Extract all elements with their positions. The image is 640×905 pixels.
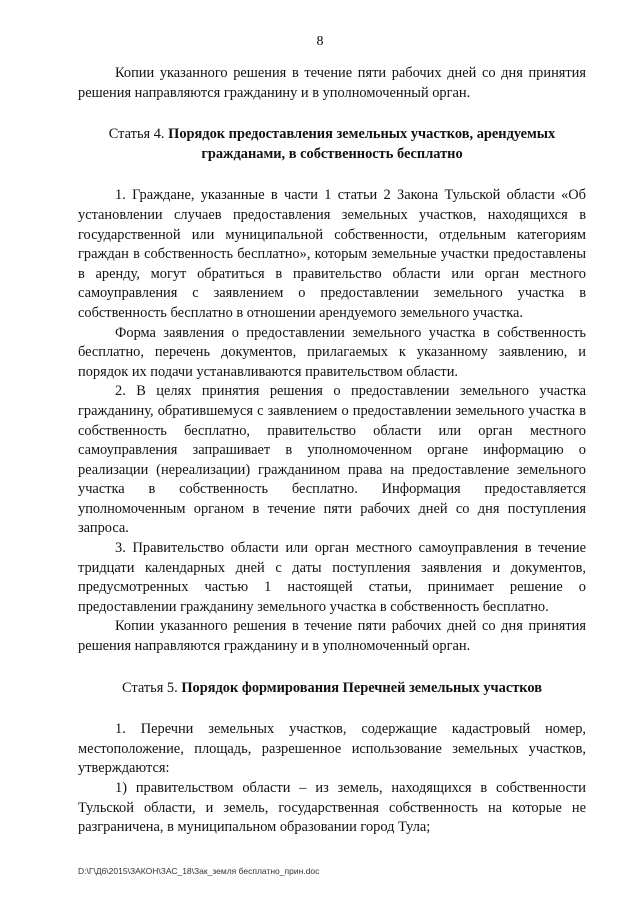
article-5-prefix: Статья 5. [121,679,182,696]
paragraph: 2. В целях принятия решения о предоставлении земельного участка гражданину, обратившемуся с заявлением о предоставлении земельного участка в собственность бесплатно, правительство области или орган местного самоуправления запрашивает в уполномоченном органе информацию о реализации (нереализации) гражданином права на предоставление земельного участка в собственность бесплатно. Информация предоставляется уполномоченным органом в течение пяти рабочих дней со дня поступления запроса. [78,383,586,537]
article-4-title: Порядок предоставления земельных участков, арендуемых гражданами, в собственность бесплатно [168,126,556,162]
page-number: 8 [316,34,324,49]
article-5-heading [78,679,586,699]
article-5-title: Порядок формирования Перечней земельных участков [181,679,543,696]
footer-file-path: D:\Г\Д6\2015\ЗАКОН\ЗАС_18\Зак_земля бесплатно_прин.doc [78,866,320,876]
article-4-prefix: Статья 4. [108,126,169,143]
paragraph: 1. Граждане, указанные в части 1 статьи 2 Закона Тульской области «Об установлении случаев предоставления земельных участков, находящихся в государственной или муниципальной собственности, отдельным категориям граждан в собственность бесплатно», которым земельные участки предоставлены в аренду, могут обратиться в правительство области или орган местного самоуправления с заявлением о предоставлении земельного участка в собственность бесплатно в отношении арендуемого земельного участка. [78,187,586,321]
paragraph: 1) правительством области – из земель, находящихся в собственности Тульской области, и земель, государственная собственность на которые не разграничена, в муниципальном образовании город Тула; [78,780,586,836]
paragraph: Копии указанного решения в течение пяти рабочих дней со дня принятия решения направляются гражданину и в уполномоченный орган. [78,618,586,655]
paragraph: 3. Правительство области или орган местного самоуправления в течение тридцати календарных дней с даты поступления заявления и документов, предусмотренных частью 1 настоящей статьи, принимает решение о предоставлении гражданину земельного участка в собственность бесплатно. [78,540,586,615]
paragraph: 1. Перечни земельных участков, содержащие кадастровый номер, местоположение, площадь, разрешенное использование земельных участков, утверждаются: [78,721,586,777]
paragraph: Копии указанного решения в течение пяти рабочих дней со дня принятия решения направляются гражданину и в уполномоченный орган. [78,65,586,101]
paragraph: Форма заявления о предоставлении земельного участка в собственность бесплатно, перечень документов, прилагаемых к указанному заявлению, и порядок их подачи устанавливаются правительством области. [78,324,586,380]
document-body [78,64,586,838]
article-4-heading [78,125,586,164]
